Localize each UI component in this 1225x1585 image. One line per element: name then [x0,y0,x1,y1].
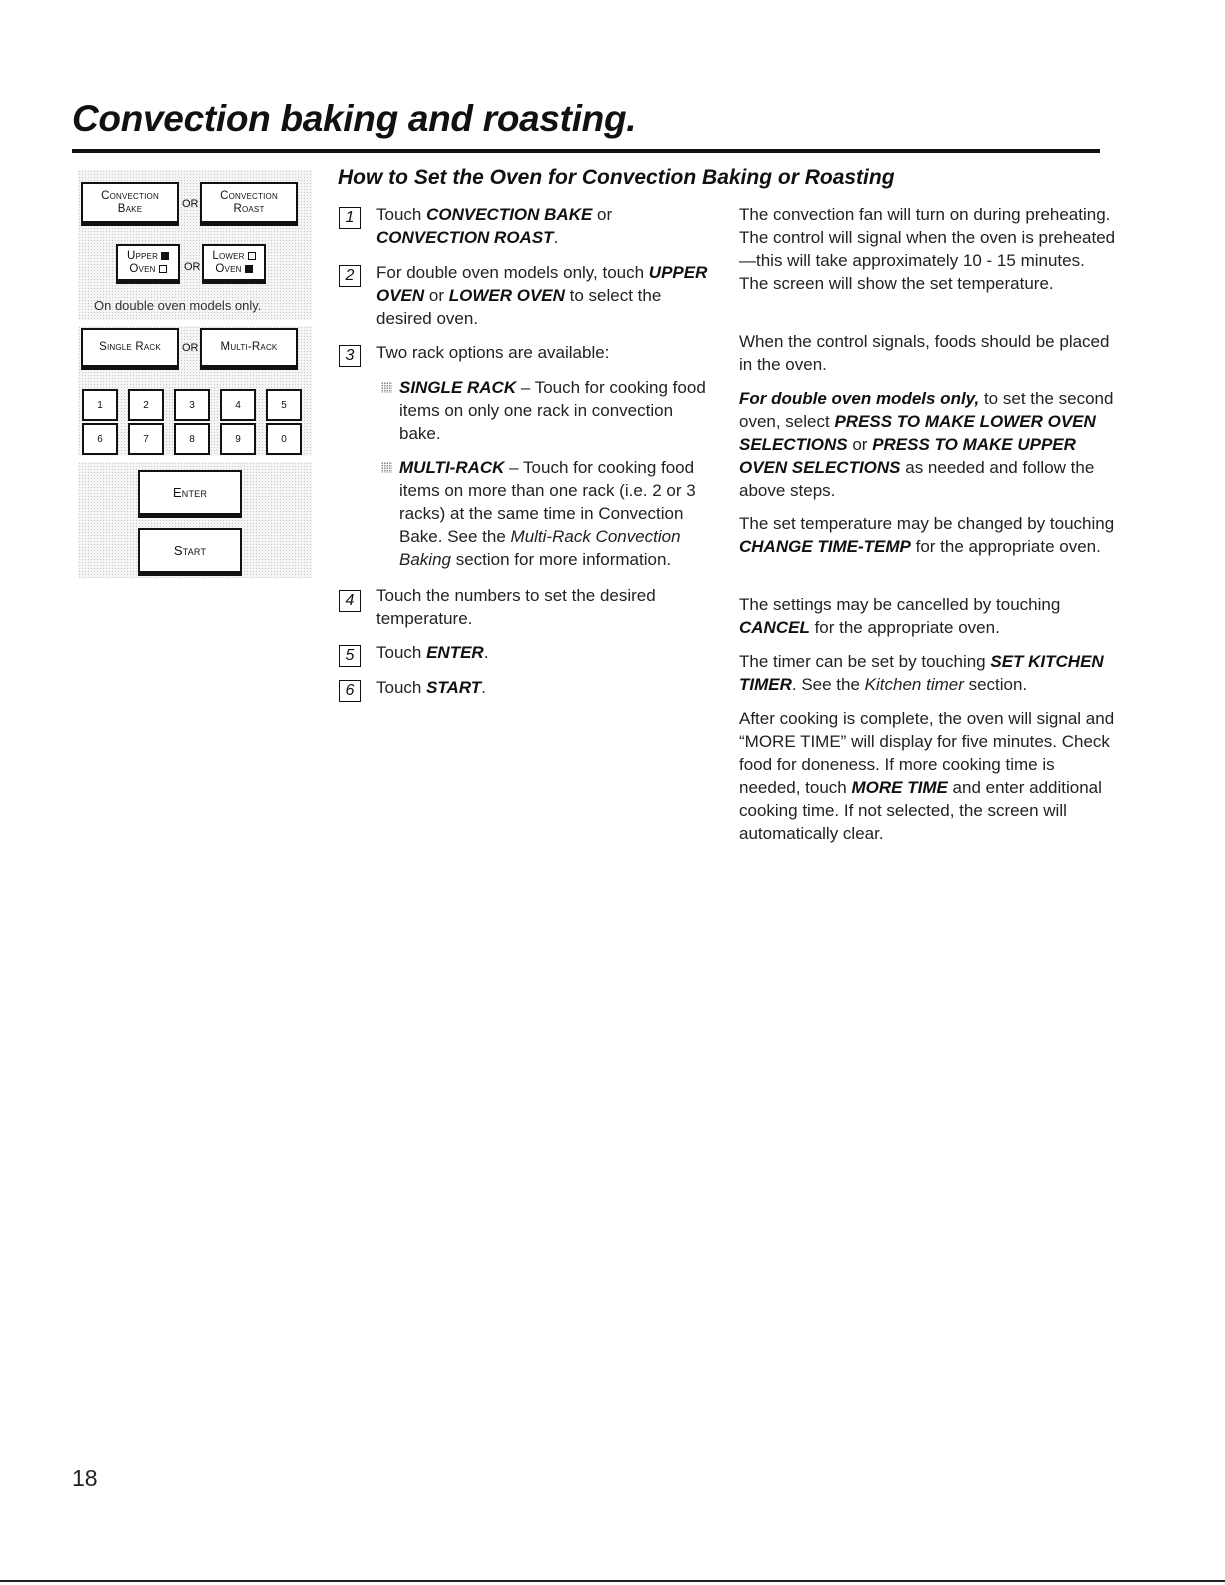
upper-oven-key [116,244,180,284]
number-key-6: 6 [82,423,118,455]
section-heading: How to Set the Oven for Convection Baking or Roasting [338,166,895,189]
step-text: Two rack options are available: [376,343,610,362]
upper-oven-label-1: Upper [126,249,159,262]
double-oven-note: On double oven models only. [94,298,262,313]
note-more-time: After cooking is complete, the oven will signal and “MORE TIME” will display for five minutes. Check food for doneness. If more cooking time is needed, touch MORE TIME and enter additional cooking time. If not selected, the screen will automatically clear. [739,709,1115,843]
note-cancel: The settings may be cancelled by touching CANCEL for the appropriate oven. [739,595,1061,637]
bullet-icon [381,382,392,393]
step-number: 6 [339,680,361,702]
lower-oven-label-2: Oven [215,262,242,275]
bullet-text: MULTI-RACK – Touch for cooking food items on more than one rack (i.e. 2 or 3 racks) at the same time in Convection Bake. See the Multi-Rack Convection Baking section for more information. [399,458,696,569]
upper-oven-label-2: Oven [129,262,156,275]
step-text: Touch START. [376,678,486,697]
convection-roast-key [200,182,298,226]
title-rule [72,149,1100,153]
number-key-2: 2 [128,389,164,421]
lower-oven-key [202,244,266,284]
single-rack-key [81,328,179,370]
number-key-5: 5 [266,389,302,421]
convection-roast-label: Convection Roast [220,190,278,215]
bullet-icon [381,462,392,473]
enter-label: Enter [172,484,208,500]
multi-rack-key [200,328,298,370]
step-text: Touch the numbers to set the desired temperature. [376,586,656,628]
single-rack-label: Single Rack [99,341,161,354]
enter-key [138,470,242,518]
number-key-1: 1 [82,389,118,421]
multi-rack-label: Multi-Rack [220,341,278,354]
or-label: OR [182,342,199,354]
lower-oven-empty-square-icon [248,252,256,260]
step-text: For double oven models only, touch UPPER OVEN or LOWER OVEN to select the desired oven. [376,263,708,328]
step-number: 1 [339,207,361,229]
number-key-3: 3 [174,389,210,421]
number-key-4: 4 [220,389,256,421]
page-number: 18 [72,1465,98,1491]
start-label: Start [173,542,207,558]
or-label: OR [184,261,201,273]
step-number: 3 [339,345,361,367]
note-kitchen-timer: The timer can be set by touching SET KITCHEN TIMER. See the Kitchen timer section. [739,652,1104,694]
step-number: 4 [339,590,361,612]
start-key [138,528,242,576]
step-text: Touch CONVECTION BAKE or CONVECTION ROAST. [376,205,613,247]
number-key-7: 7 [128,423,164,455]
note-preheat: The convection fan will turn on during preheating. The control will signal when the oven is preheated—this will take approximately 10 - 15 minutes. The screen will show the set temperature. [739,205,1116,293]
step-number: 2 [339,265,361,287]
number-key-8: 8 [174,423,210,455]
page-title: Convection baking and roasting. [72,98,637,139]
number-key-9: 9 [220,423,256,455]
bottom-rule [0,1580,1225,1582]
convection-bake-key [81,182,179,226]
number-key-0: 0 [266,423,302,455]
note-place-food: When the control signals, foods should be placed in the oven. [739,332,1110,374]
step-number: 5 [339,645,361,667]
bullet-text: SINGLE RACK – Touch for cooking food items on only one rack in convection bake. [399,378,706,443]
or-label: OR [182,198,199,210]
upper-oven-empty-square-icon [159,265,167,273]
convection-bake-label: Convection Bake [101,190,159,215]
lower-oven-filled-square-icon [245,265,253,273]
step-text: Touch ENTER. [376,643,489,662]
note-change-temp: The set temperature may be changed by touching CHANGE TIME-TEMP for the appropriate oven. [739,514,1115,556]
lower-oven-label-1: Lower [212,249,245,262]
upper-oven-filled-square-icon [161,252,169,260]
note-double-oven: For double oven models only, to set the second oven, select PRESS TO MAKE LOWER OVEN SELECTIONS or PRESS TO MAKE UPPER OVEN SELECTIONS as needed and follow the above steps. [739,389,1114,500]
